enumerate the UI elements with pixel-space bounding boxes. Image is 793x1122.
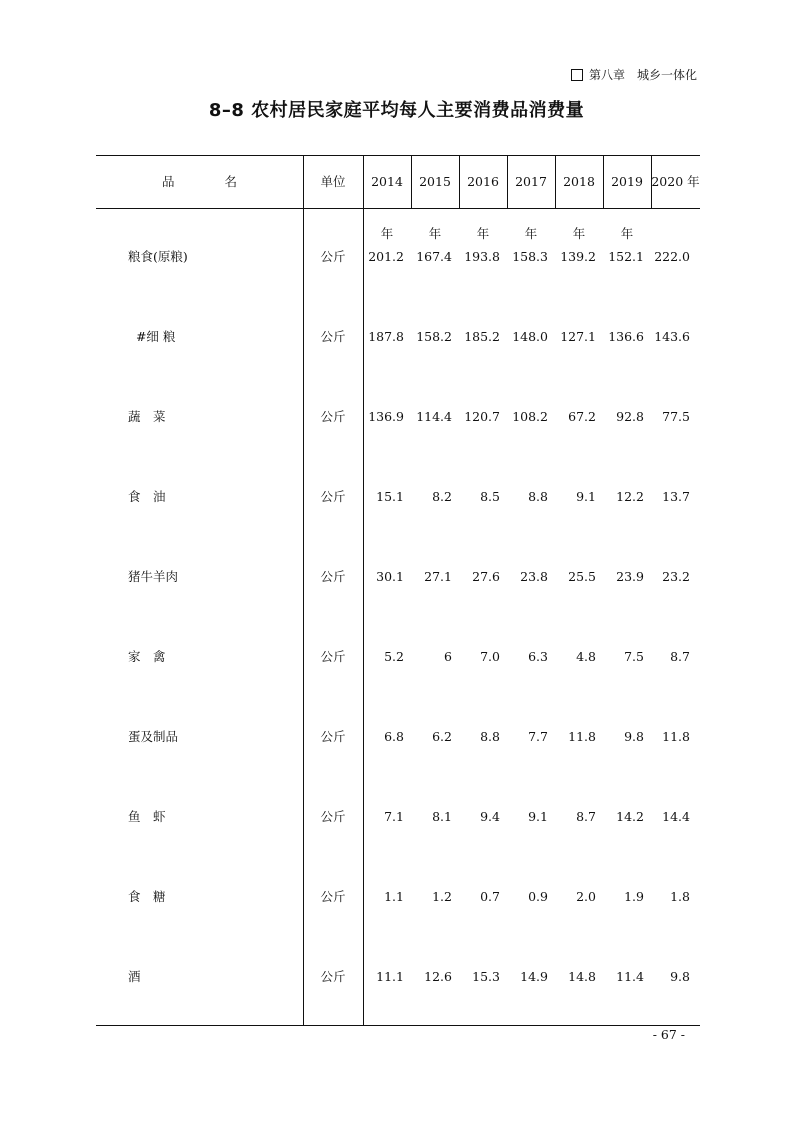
- value-cell: 139.2: [560, 249, 596, 264]
- item-unit: 公斤: [320, 489, 346, 504]
- value-cell: 8.1: [432, 809, 452, 824]
- page-number: - 67 -: [652, 1027, 685, 1042]
- value-cell: 30.1: [376, 569, 404, 584]
- square-icon: [571, 69, 583, 81]
- value-cell: 193.8: [464, 249, 500, 264]
- item-unit: 公斤: [320, 809, 346, 824]
- value-cell: 8.7: [670, 649, 690, 664]
- header-unit: 单位: [320, 174, 346, 189]
- header-year: 2017 年: [515, 174, 547, 241]
- item-unit: 公斤: [320, 569, 346, 584]
- item-unit: 公斤: [320, 249, 346, 264]
- value-cell: 136.6: [608, 329, 644, 344]
- value-cell: 23.9: [616, 569, 644, 584]
- value-cell: 136.9: [368, 409, 404, 424]
- consumption-table: [96, 155, 700, 1026]
- header-year: 2016 年: [467, 174, 499, 241]
- value-cell: 1.8: [670, 889, 690, 904]
- value-cell: 167.4: [416, 249, 452, 264]
- value-cell: 8.8: [528, 489, 548, 504]
- value-cell: 23.8: [520, 569, 548, 584]
- value-cell: 7.0: [480, 649, 500, 664]
- item-name: 粮食(原粮): [128, 249, 188, 264]
- value-cell: 9.1: [576, 489, 596, 504]
- value-cell: 14.4: [662, 809, 690, 824]
- value-cell: 12.2: [616, 489, 644, 504]
- table-row: [96, 537, 700, 617]
- value-cell: 27.6: [472, 569, 500, 584]
- value-cell: 148.0: [512, 329, 548, 344]
- item-unit: 公斤: [320, 969, 346, 984]
- item-unit: 公斤: [320, 729, 346, 744]
- value-cell: 8.7: [576, 809, 596, 824]
- value-cell: 9.4: [480, 809, 500, 824]
- value-cell: 15.1: [376, 489, 404, 504]
- value-cell: 23.2: [662, 569, 690, 584]
- table-row: [96, 297, 700, 377]
- item-name: #细 粮: [128, 329, 176, 344]
- value-cell: 185.2: [464, 329, 500, 344]
- table-row: [96, 617, 700, 697]
- value-cell: 0.7: [480, 889, 500, 904]
- table-title: 8–8 农村居民家庭平均每人主要消费品消费量: [208, 100, 585, 121]
- value-cell: 9.8: [670, 969, 690, 984]
- header-year: 2015 年: [419, 174, 451, 241]
- value-cell: 120.7: [464, 409, 500, 424]
- value-cell: 8.2: [432, 489, 452, 504]
- header-year: 2020 年: [651, 174, 700, 189]
- item-name: 食 糖: [128, 889, 166, 904]
- item-name: 食 油: [128, 489, 166, 504]
- value-cell: 114.4: [416, 409, 452, 424]
- value-cell: 11.8: [568, 729, 596, 744]
- running-head: [571, 66, 697, 83]
- value-cell: 25.5: [568, 569, 596, 584]
- value-cell: 27.1: [424, 569, 452, 584]
- value-cell: 0.9: [528, 889, 548, 904]
- value-cell: 6.2: [432, 729, 452, 744]
- value-cell: 11.4: [616, 969, 644, 984]
- value-cell: 12.6: [424, 969, 452, 984]
- value-cell: 6.8: [384, 729, 404, 744]
- value-cell: 13.7: [662, 489, 690, 504]
- item-name: 酒: [128, 969, 141, 984]
- value-cell: 11.1: [376, 969, 404, 984]
- value-cell: 14.8: [568, 969, 596, 984]
- value-cell: 8.5: [480, 489, 500, 504]
- item-name: 蛋及制品: [128, 729, 179, 744]
- item-name: 蔬 菜: [128, 409, 166, 424]
- item-unit: 公斤: [320, 649, 346, 664]
- value-cell: 7.5: [624, 649, 644, 664]
- value-cell: 152.1: [608, 249, 644, 264]
- item-name: 家 禽: [128, 649, 166, 664]
- item-unit: 公斤: [320, 409, 346, 424]
- value-cell: 158.2: [416, 329, 452, 344]
- table-header: [96, 156, 700, 241]
- value-cell: 108.2: [512, 409, 548, 424]
- value-cell: 127.1: [560, 329, 596, 344]
- table-row: [96, 697, 700, 777]
- item-unit: 公斤: [320, 329, 346, 344]
- header-year: 2014 年: [371, 174, 403, 241]
- value-cell: 9.8: [624, 729, 644, 744]
- header-year: 2018 年: [563, 174, 595, 241]
- value-cell: 92.8: [616, 409, 644, 424]
- value-cell: 158.3: [512, 249, 548, 264]
- value-cell: 15.3: [472, 969, 500, 984]
- value-cell: 143.6: [654, 329, 690, 344]
- table-row: [96, 857, 700, 937]
- value-cell: 9.1: [528, 809, 548, 824]
- value-cell: 1.9: [624, 889, 644, 904]
- table-row: [96, 457, 700, 537]
- table-row: [96, 777, 700, 857]
- table-row: [96, 217, 700, 297]
- value-cell: 187.8: [368, 329, 404, 344]
- value-cell: 67.2: [568, 409, 596, 424]
- value-cell: 14.9: [520, 969, 548, 984]
- value-cell: 4.8: [576, 649, 596, 664]
- table-row: [96, 937, 700, 1017]
- value-cell: 6.3: [528, 649, 548, 664]
- value-cell: 11.8: [662, 729, 690, 744]
- value-cell: 222.0: [654, 249, 690, 264]
- value-cell: 6: [444, 649, 452, 664]
- value-cell: 14.2: [616, 809, 644, 824]
- header-name: 品名: [161, 174, 287, 189]
- value-cell: 5.2: [384, 649, 404, 664]
- value-cell: 7.7: [528, 729, 548, 744]
- value-cell: 1.2: [432, 889, 452, 904]
- value-cell: 201.2: [368, 249, 404, 264]
- header-year: 2019 年: [611, 174, 643, 241]
- value-cell: 77.5: [662, 409, 690, 424]
- table-row: [96, 377, 700, 457]
- value-cell: 8.8: [480, 729, 500, 744]
- item-name: 猪牛羊肉: [128, 569, 179, 584]
- value-cell: 1.1: [384, 889, 404, 904]
- item-name: 鱼 虾: [128, 809, 166, 824]
- chapter-label: 第八章 城乡一体化: [588, 68, 697, 82]
- item-unit: 公斤: [320, 889, 346, 904]
- value-cell: 2.0: [576, 889, 596, 904]
- value-cell: 7.1: [384, 809, 404, 824]
